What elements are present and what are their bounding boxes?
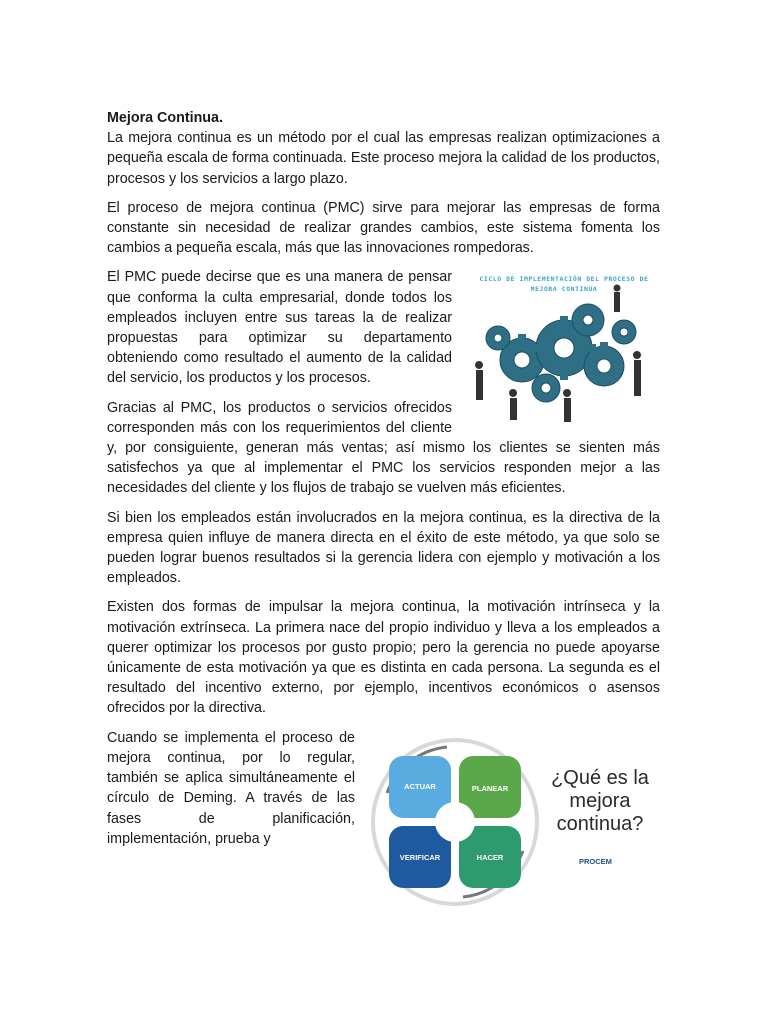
paragraph-6 xyxy=(107,597,660,718)
paragraph-1: La mejora continua es un método por el cual las empresas realizan optimizaciones a pequeña escala de forma continuada. Este proceso mejora la calidad de los productos, procesos y los servicios a largo plazo. xyxy=(107,130,660,187)
paragraph-5: Si bien los empleados están involucrados en la mejora continua, es la directiva de la empresa quien influye de manera directa en el éxito de este método, ya que solo se pueden lograr buenos resultados si la gerencia lidera con ejemplo y motivación a los empleados. xyxy=(107,509,660,587)
quadrant-verificar: VERIFICAR xyxy=(399,852,441,862)
gears-illustration xyxy=(464,260,660,428)
document-page xyxy=(107,108,660,925)
quadrant-actuar: ACTUAR xyxy=(404,781,436,791)
paragraph-4: Gracias al PMC, los productos o servicios ofrecidos corresponden más con los requerimientos del cliente y, por consiguiente, generan más ventas; así mismo los clientes se sienten más satisfechos ya que al implementar el PMC los servicios responden mejor a las necesidades del cliente y los flujos de trabajo se vuelven más eficientes. xyxy=(107,399,660,497)
paragraph-6-text: Existen dos formas de impulsar la mejora continua, la motivación intrínseca y la motivación extrínseca. La primera nace del propio individuo y lleva a los empleados a querer optimizar los procesos por gusto propio; pero la gerencia no puede apoyarse únicamente de esta motivación ya que es distinta en cada persona. La segunda es el resultado del incentivo externo, por ejemplo, incentivos económicos o asensos ofrecidos por la directiva. xyxy=(107,599,660,717)
brand-logo: PROCEM xyxy=(579,856,612,866)
cycle-question: ¿Qué es la mejora continua? xyxy=(551,766,649,835)
paragraph-3: El PMC puede decirse que es una manera de pensar que conforma la culta empresarial, donde todos los empleados incluyen entre sus tareas la de realizar propuestas para optimizar su departamento obteniendo como resultado el aumento de la calidad del servicio, los productos y los procesos. xyxy=(107,269,452,387)
document-title: Mejora Continua. xyxy=(107,110,223,126)
quadrant-hacer: HACER xyxy=(476,852,504,862)
gears-caption: CICLO DE IMPLEMENTACIÓN DEL PROCESO DE MEJORA CONTINUA xyxy=(479,275,649,294)
deming-cycle-illustration xyxy=(367,723,665,921)
paragraph-7: Cuando se implementa el proceso de mejora continua, por lo regular, también se aplica simultáneamente el círculo de Deming. A través de las fases de planificación, implementación, prueba y xyxy=(107,729,355,847)
quadrant-planear: PLANEAR xyxy=(471,783,509,793)
paragraph-2: El proceso de mejora continua (PMC) sirve para mejorar las empresas de forma constante sin necesidad de realizar grandes cambios, este sistema fomenta los cambios a pequeña escala, más que las innovaciones rompedoras. xyxy=(107,199,660,257)
